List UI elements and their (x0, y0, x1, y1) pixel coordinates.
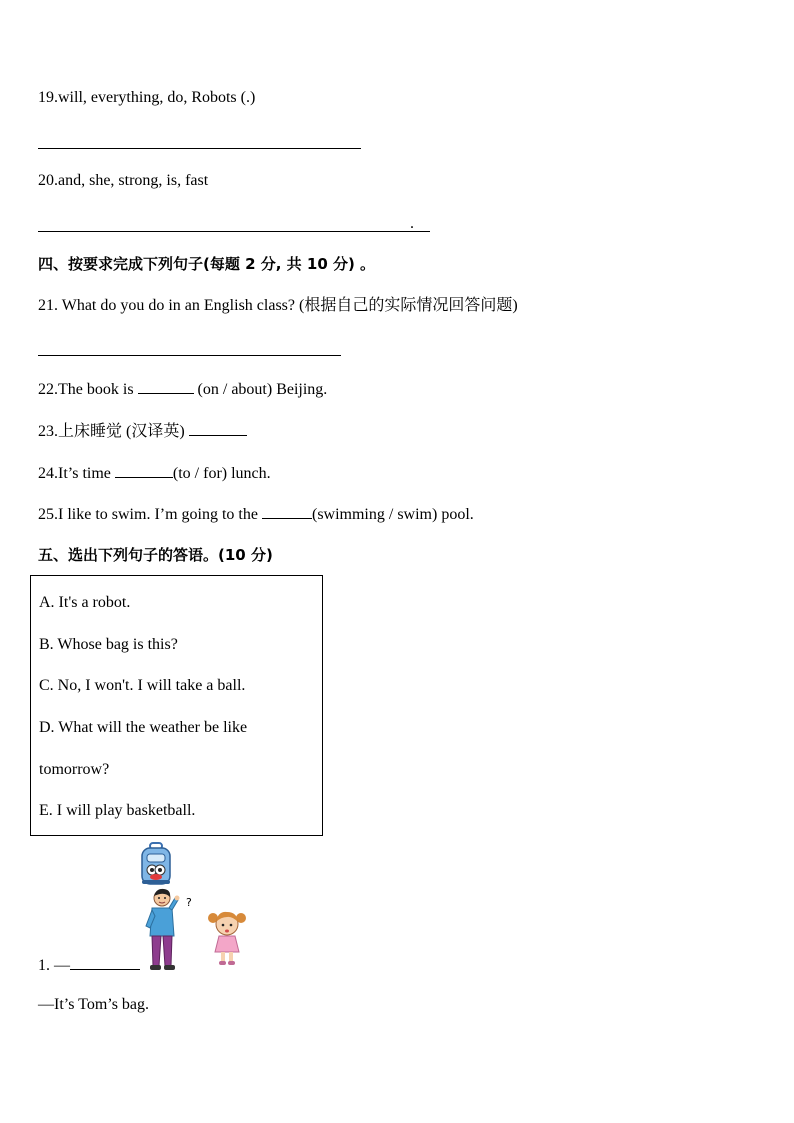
boy-illustration-icon (142, 886, 182, 972)
question-24 (38, 463, 271, 484)
question-22-text-before: 22.The book is (38, 381, 134, 398)
section-5-heading: 五、选出下列句子的答语。(10 分) (38, 546, 273, 564)
backpack-icon (138, 842, 174, 886)
option-d: D. What will the weather be like (39, 719, 248, 736)
question-24-text-before: 24.It’s time (38, 465, 111, 482)
options-box (30, 575, 323, 836)
blank-25[interactable] (262, 504, 312, 519)
question-22 (38, 379, 327, 400)
answer-line-21[interactable] (38, 355, 341, 356)
answer-line-19[interactable] (38, 148, 361, 149)
option-a: A. It's a robot. (39, 594, 131, 611)
question-21: 21. What do you do in an English class? (根据自己的实际情况回答问题) (38, 297, 518, 314)
question-20: 20.and, she, strong, is, fast (38, 172, 209, 189)
item-1-answer: —It’s Tom’s bag. (38, 996, 150, 1013)
option-b: B. Whose bag is this? (39, 636, 178, 653)
section-4-heading: 四、按要求完成下列句子(每题 2 分, 共 10 分) 。 (38, 255, 376, 273)
girl-illustration-icon (206, 908, 248, 966)
answer-20-period: . (410, 215, 414, 232)
answer-line-20[interactable] (38, 231, 430, 232)
question-23-text: 23.上床睡觉 (汉译英) (38, 423, 185, 440)
item-1-blank[interactable] (70, 955, 140, 970)
blank-24[interactable] (115, 463, 173, 478)
question-19: 19.will, everything, do, Robots (.) (38, 89, 256, 106)
item-1-prefix: 1. — (38, 957, 70, 974)
option-d-continued: tomorrow? (39, 761, 110, 778)
question-25 (38, 504, 474, 525)
option-c: C. No, I won't. I will take a ball. (39, 677, 246, 694)
question-23 (38, 421, 247, 442)
question-24-text-after: (to / for) lunch. (172, 465, 271, 482)
item-1-question (38, 955, 140, 976)
option-e: E. I will play basketball. (39, 802, 196, 819)
question-25-text-after: (swimming / swim) pool. (311, 506, 474, 523)
question-22-text-after: (on / about) Beijing. (193, 381, 328, 398)
question-mark-label: ? (186, 896, 192, 909)
blank-22[interactable] (138, 379, 194, 394)
blank-23[interactable] (189, 421, 247, 436)
question-25-text-before: 25.I like to swim. I’m going to the (38, 506, 258, 523)
